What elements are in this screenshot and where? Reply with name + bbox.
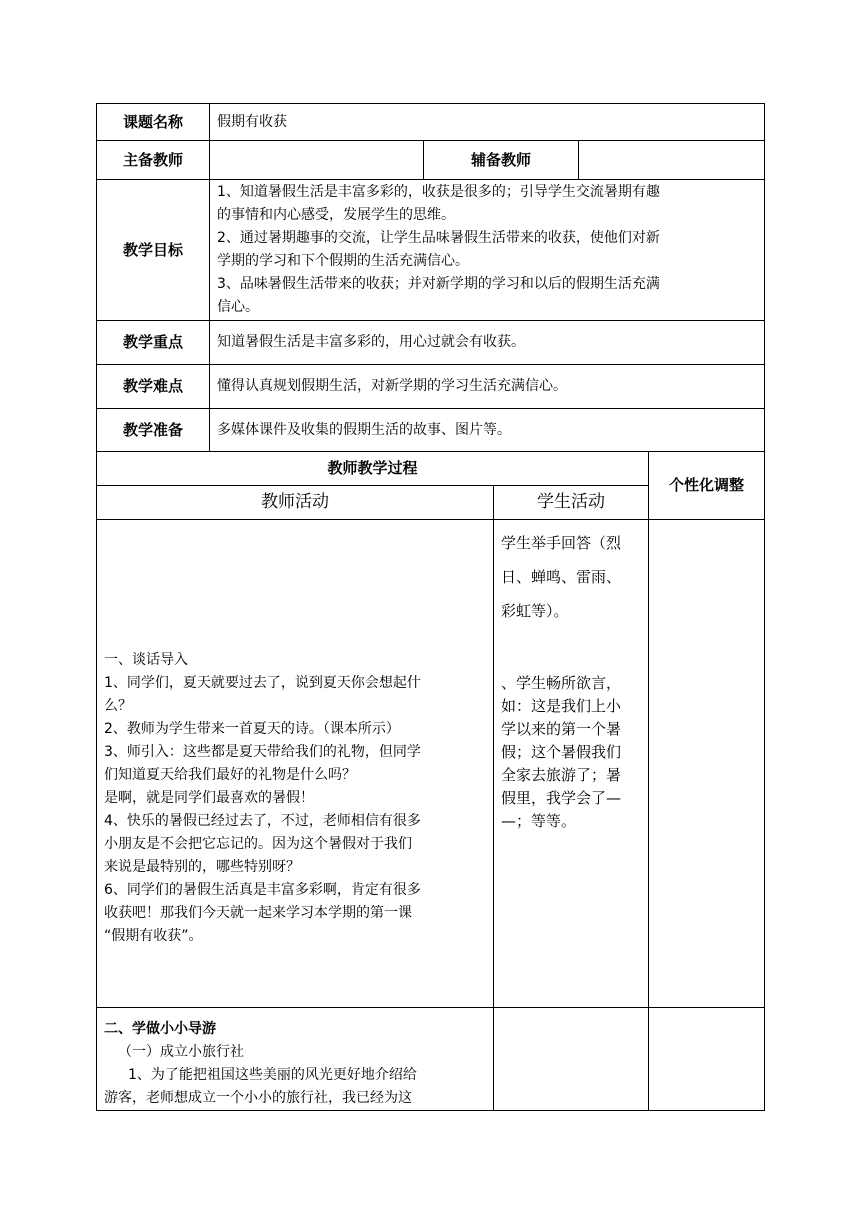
goal-line: 信心。 xyxy=(217,299,259,315)
teacher-line: 么？ xyxy=(104,698,132,714)
teacher-activity-header: 教师活动 xyxy=(97,486,494,520)
section2-line: 1、为了能把祖国这些美丽的风光更好地介绍给 xyxy=(128,1067,417,1083)
student-line: 全家去旅游了；暑 xyxy=(501,766,622,784)
section2-heading: 二、学做小小导游 xyxy=(104,1021,216,1037)
student-line: —；等等。 xyxy=(501,812,577,830)
preparation-value: 多媒体课件及收集的假期生活的故事、图片等。 xyxy=(210,409,765,452)
teacher-line: 们知道夏天给我们最好的礼物是什么吗？ xyxy=(104,767,356,783)
process-title: 教师教学过程 xyxy=(97,452,649,486)
section2-student-cell xyxy=(494,1008,649,1111)
topic-value: 假期有收获 xyxy=(210,104,765,141)
difficulty-label: 教学难点 xyxy=(97,365,210,409)
goals-label: 教学目标 xyxy=(97,180,210,321)
main-teacher-label: 主备教师 xyxy=(97,141,210,180)
teacher-line: 4、快乐的暑假已经过去了，不过，老师相信有很多 xyxy=(104,813,421,829)
teacher-line: 小朋友是不会把它忘记的。因为这个暑假对于我们 xyxy=(104,836,412,852)
teacher-activity-cell xyxy=(97,520,494,1008)
student-activity-cell xyxy=(494,520,649,1008)
section2-personal-cell xyxy=(649,1008,765,1111)
student-line: 学以来的第一个暑 xyxy=(501,720,622,738)
teacher-line: 来说是最特别的，哪些特别呀？ xyxy=(104,859,300,875)
teacher-line: 2、教师为学生带来一首夏天的诗。（课本所示） xyxy=(104,721,400,737)
teacher-line: 3、师引入：这些都是夏天带给我们的礼物，但同学 xyxy=(104,744,421,760)
goals-content xyxy=(210,180,765,321)
difficulty-value: 懂得认真规划假期生活，对新学期的学习生活充满信心。 xyxy=(210,365,765,409)
goal-line: 3、品味暑假生活带来的收获；并对新学期的学习和以后的假期生活充满 xyxy=(217,276,660,292)
teacher-line: 收获吧！那我们今天就一起来学习本学期的第一课 xyxy=(104,905,412,921)
lesson-info-table xyxy=(96,103,765,452)
goal-line: 学期的学习和下个假期的生活充满信心。 xyxy=(217,253,469,269)
main-teacher-value xyxy=(210,141,424,180)
student-line: 如：这是我们上小 xyxy=(501,697,622,715)
teacher-line: 是啊，就是同学们最喜欢的暑假！ xyxy=(104,790,314,806)
assist-teacher-value xyxy=(579,141,765,180)
personal-adjust-label: 个性化调整 xyxy=(649,452,765,520)
preparation-label: 教学准备 xyxy=(97,409,210,452)
goal-line: 2、通过暑期趣事的交流，让学生品味暑假生活带来的收获，使他们对新 xyxy=(217,230,660,246)
goal-line: 1、知道暑假生活是丰富多彩的，收获是很多的；引导学生交流暑期有趣 xyxy=(217,184,660,200)
section2-teacher-cell xyxy=(97,1008,494,1111)
key-point-value: 知道暑假生活是丰富多彩的，用心过就会有收获。 xyxy=(210,321,765,365)
goal-line: 的事情和内心感受，发展学生的思维。 xyxy=(217,207,455,223)
key-point-label: 教学重点 xyxy=(97,321,210,365)
student-activity-header: 学生活动 xyxy=(494,486,649,520)
assist-teacher-label: 辅备教师 xyxy=(424,141,579,180)
student-line: 假里，我学会了— xyxy=(501,789,622,807)
student-line: 假；这个暑假我们 xyxy=(501,743,622,761)
section2-sub: （一）成立小旅行社 xyxy=(118,1044,244,1060)
section2-line: 游客，老师想成立一个小小的旅行社，我已经为这 xyxy=(104,1090,412,1106)
student-line: 彩虹等）。 xyxy=(501,602,569,620)
teacher-line: 6、同学们的暑假生活真是丰富多彩啊，肯定有很多 xyxy=(104,882,421,898)
teacher-line: 一、谈话导入 xyxy=(104,652,188,668)
student-line: 学生举手回答（烈 xyxy=(501,534,622,552)
student-line: 日、蝉鸣、雷雨、 xyxy=(501,568,622,586)
teaching-process-table xyxy=(96,451,765,1111)
personal-adjust-cell xyxy=(649,520,765,1008)
topic-label: 课题名称 xyxy=(97,104,210,141)
teacher-line: “假期有收获”。 xyxy=(104,928,203,944)
student-line: 、学生畅所欲言， xyxy=(501,674,622,692)
teacher-line: 1、同学们，夏天就要过去了，说到夏天你会想起什 xyxy=(104,675,421,691)
